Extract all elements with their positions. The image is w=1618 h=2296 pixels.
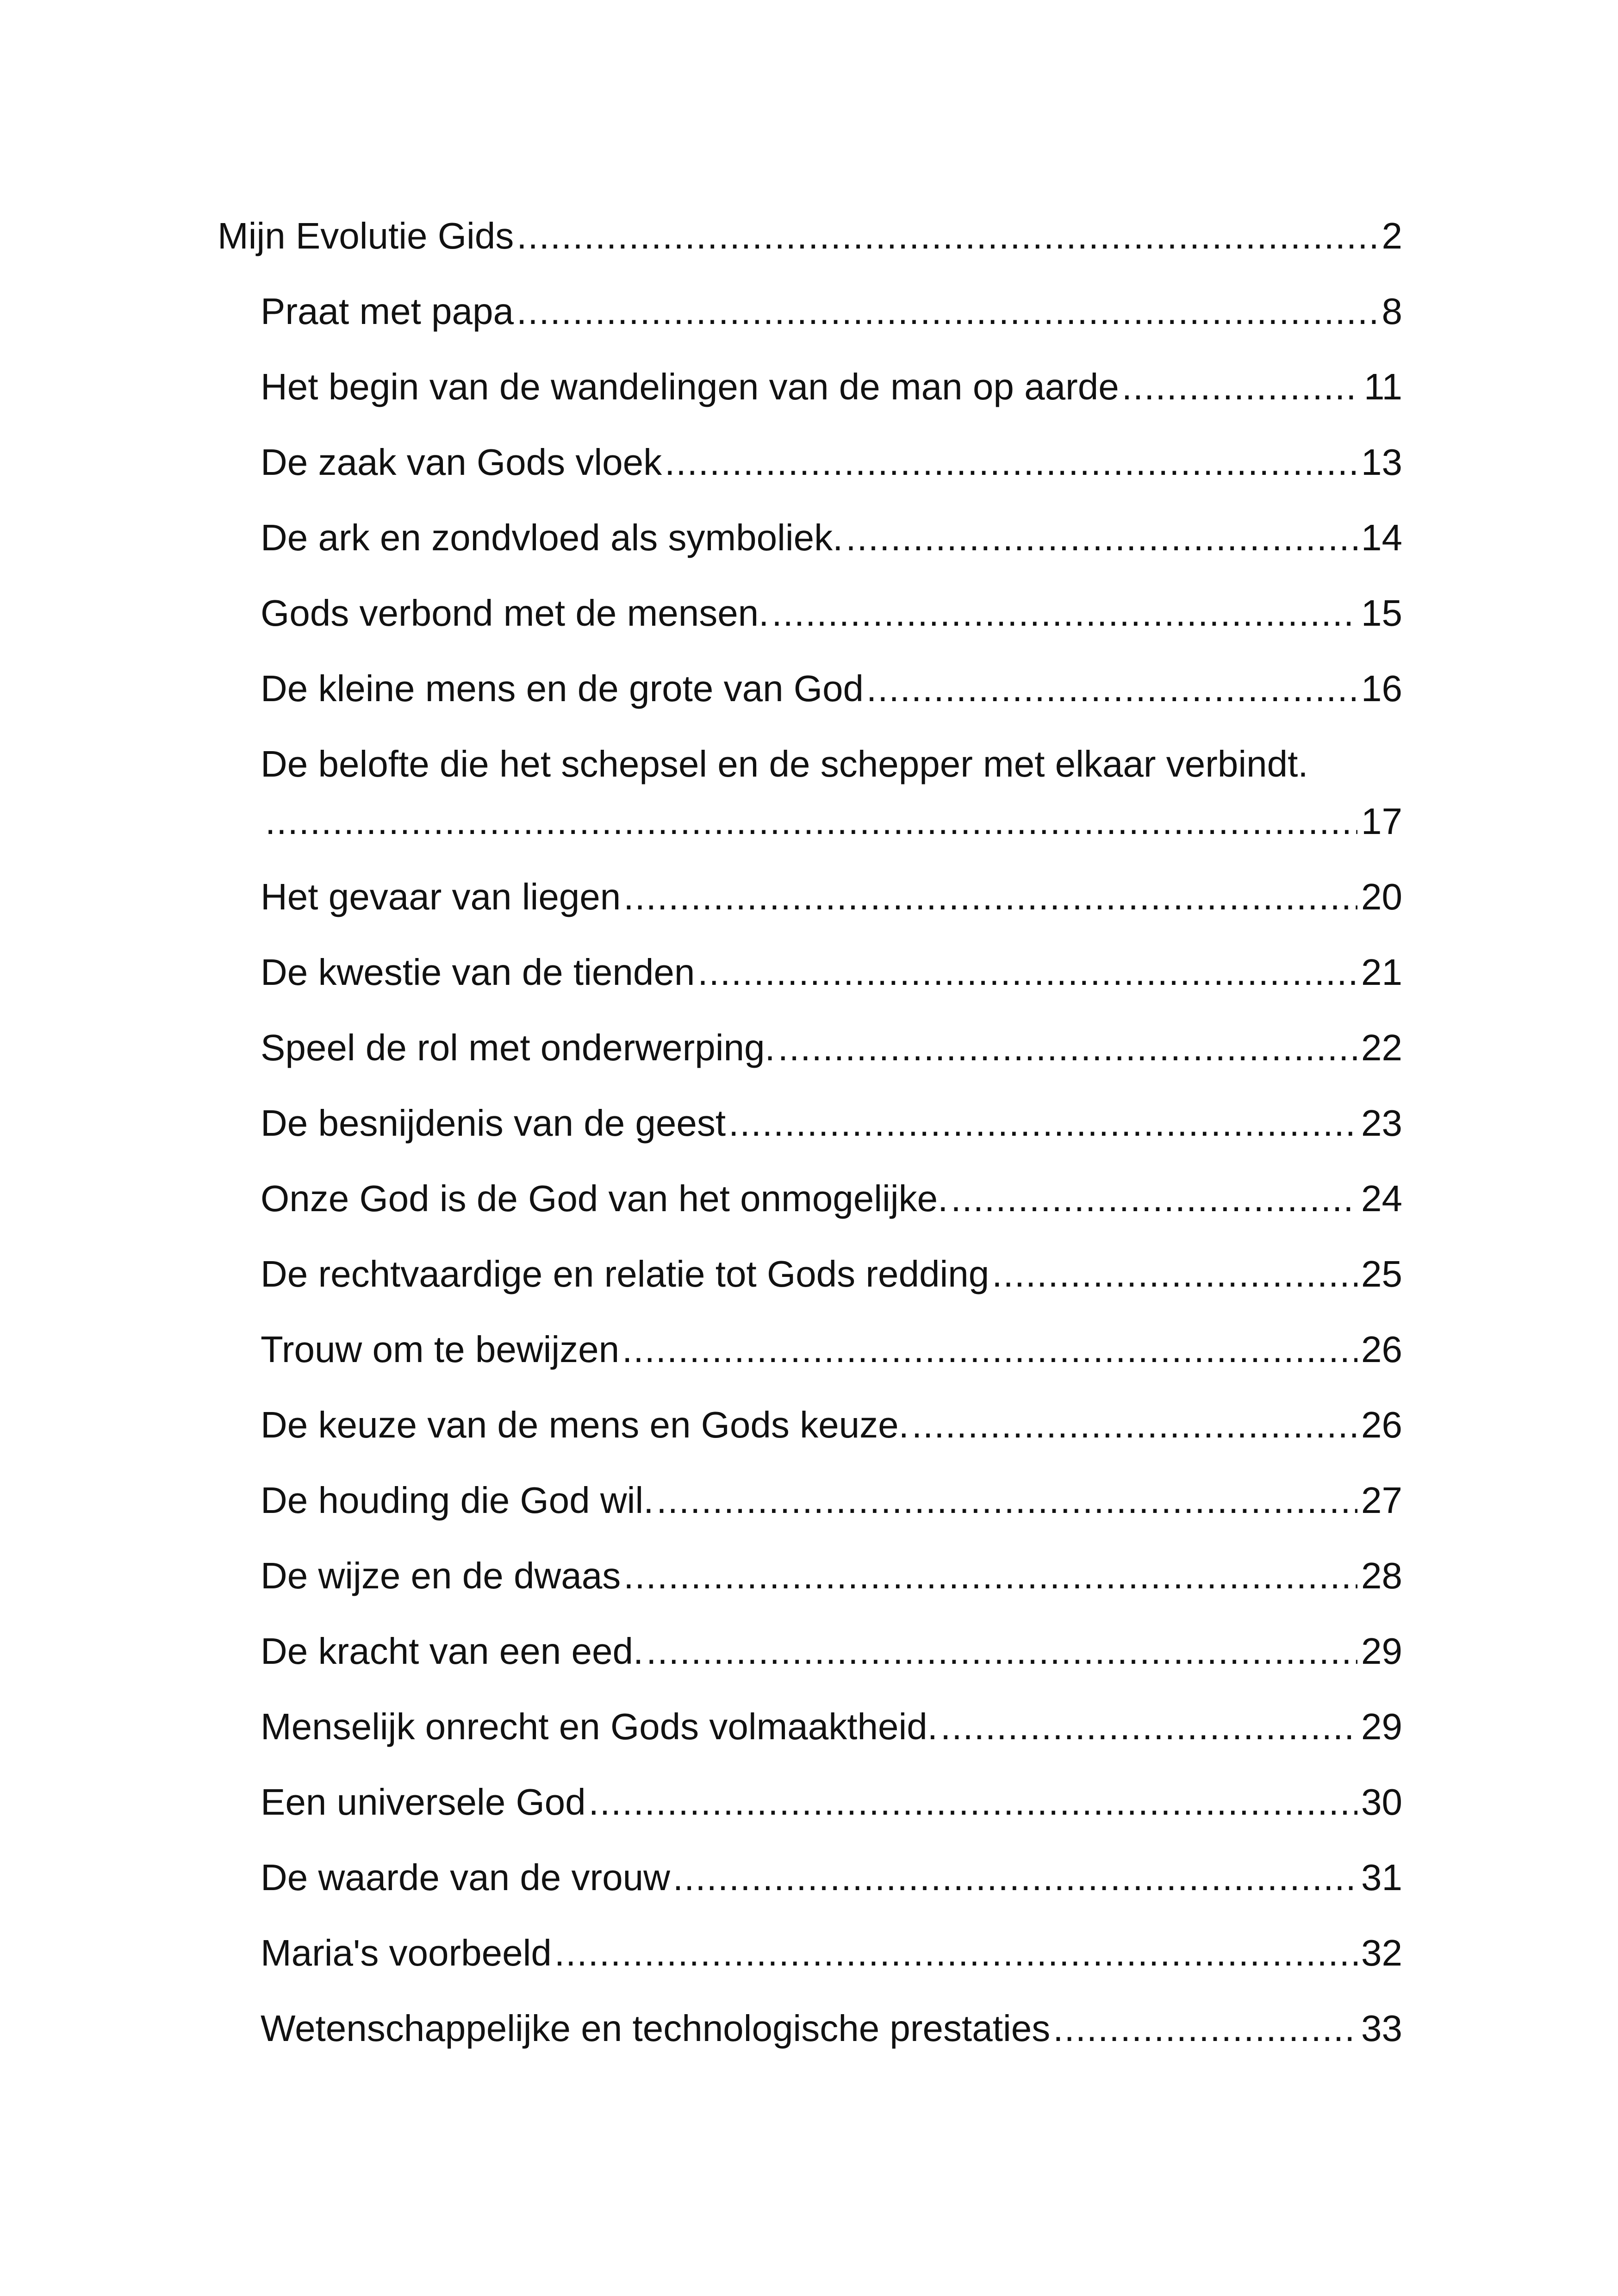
toc-entry-title: De rechtvaardige en relatie tot Gods redding bbox=[261, 1253, 989, 1294]
toc-entry-title: Maria's voorbeeld bbox=[261, 1932, 552, 1973]
table-of-contents bbox=[218, 214, 1402, 2082]
toc-entry[interactable] bbox=[261, 440, 1402, 485]
toc-entry-title: De besnijdenis van de geest bbox=[261, 1102, 726, 1144]
toc-entry[interactable] bbox=[261, 591, 1402, 635]
toc-entry-page: 22 bbox=[1361, 1027, 1402, 1068]
toc-entry[interactable] bbox=[261, 1478, 1402, 1523]
toc-leader-dots bbox=[778, 1026, 1357, 1070]
toc-entry-main[interactable] bbox=[218, 214, 1402, 258]
toc-entry[interactable] bbox=[261, 875, 1402, 919]
toc-leader-dots bbox=[846, 516, 1357, 560]
toc-entry-page: 24 bbox=[1361, 1178, 1402, 1219]
toc-entry-page: 17 bbox=[1361, 801, 1402, 842]
toc-entry-page: 33 bbox=[1361, 2008, 1402, 2049]
toc-entry-title: Mijn Evolutie Gids bbox=[218, 215, 514, 256]
toc-entry-title: De keuze van de mens en Gods keuze. bbox=[261, 1404, 909, 1445]
toc-leader-dots bbox=[940, 1705, 1357, 1749]
toc-entry-title: De kwestie van de tienden bbox=[261, 952, 695, 993]
toc-leader-dots bbox=[1122, 365, 1360, 409]
toc-leader-dots bbox=[623, 1554, 1357, 1598]
toc-leader-dots bbox=[1053, 2006, 1357, 2051]
toc-entry-page: 32 bbox=[1361, 1932, 1402, 1973]
toc-entry-title: Wetenschappelijke en technologische prestaties bbox=[261, 2008, 1051, 2049]
toc-entry-title: De belofte die het schepsel en de schepper met elkaar verbindt. bbox=[261, 743, 1308, 784]
toc-entry-page: 16 bbox=[1361, 668, 1402, 709]
toc-entry[interactable] bbox=[261, 1176, 1402, 1221]
toc-entry[interactable] bbox=[261, 1629, 1402, 1674]
toc-entry-page: 28 bbox=[1361, 1555, 1402, 1596]
toc-leader-dots bbox=[772, 591, 1357, 635]
toc-entry-page: 26 bbox=[1361, 1404, 1402, 1445]
toc-leader-dots bbox=[622, 1327, 1357, 1372]
toc-entry[interactable] bbox=[261, 289, 1402, 334]
toc-entry-page: 11 bbox=[1363, 366, 1402, 407]
toc-leader-dots bbox=[951, 1176, 1357, 1221]
toc-entry-title: Speel de rol met onderwerping. bbox=[261, 1027, 775, 1068]
toc-leader-dots bbox=[623, 875, 1357, 919]
toc-leader-dots bbox=[665, 440, 1357, 485]
toc-entry-page: 26 bbox=[1361, 1329, 1402, 1370]
toc-entry[interactable] bbox=[261, 365, 1402, 409]
toc-leader-dots bbox=[265, 799, 1357, 844]
toc-entry[interactable] bbox=[261, 666, 1402, 711]
toc-entry-page: 29 bbox=[1361, 1630, 1402, 1672]
toc-leader-dots bbox=[656, 1478, 1357, 1523]
toc-entry-page: 8 bbox=[1382, 291, 1402, 332]
toc-leader-dots bbox=[554, 1931, 1357, 1975]
toc-leader-dots bbox=[866, 666, 1357, 711]
toc-entry-title: Het begin van de wandelingen van de man op aarde bbox=[261, 366, 1119, 407]
toc-entry-title: De waarde van de vrouw bbox=[261, 1857, 670, 1898]
toc-entry-page: 31 bbox=[1361, 1857, 1402, 1898]
toc-entry[interactable] bbox=[261, 1101, 1402, 1145]
toc-entry[interactable] bbox=[261, 1855, 1402, 1900]
toc-entry-title: Het gevaar van liegen bbox=[261, 876, 621, 917]
toc-entry-page: 2 bbox=[1382, 215, 1402, 256]
toc-entry-title: Onze God is de God van het onmogelijke. bbox=[261, 1178, 948, 1219]
toc-entry[interactable] bbox=[261, 516, 1402, 560]
toc-entry-page: 23 bbox=[1361, 1102, 1402, 1144]
toc-entry-title: De wijze en de dwaas bbox=[261, 1555, 621, 1596]
toc-entry-page: 15 bbox=[1361, 592, 1402, 634]
toc-entry[interactable] bbox=[261, 1403, 1402, 1447]
toc-leader-dots bbox=[517, 289, 1378, 334]
toc-entry-title: De kracht van een eed. bbox=[261, 1630, 644, 1672]
toc-entry-continuation bbox=[261, 799, 1402, 844]
toc-entry-title: Menselijk onrecht en Gods volmaaktheid. bbox=[261, 1706, 938, 1747]
toc-entry-page: 27 bbox=[1361, 1480, 1402, 1521]
toc-entry[interactable] bbox=[261, 742, 1402, 844]
toc-entry[interactable] bbox=[261, 1705, 1402, 1749]
toc-entry-title: De houding die God wil. bbox=[261, 1480, 654, 1521]
toc-entry-page: 21 bbox=[1361, 952, 1402, 993]
toc-entry-title: Gods verbond met de mensen. bbox=[261, 592, 769, 634]
toc-entry[interactable] bbox=[261, 1327, 1402, 1372]
toc-leader-dots bbox=[589, 1780, 1357, 1824]
toc-entry-page: 20 bbox=[1361, 876, 1402, 917]
toc-entry-page: 25 bbox=[1361, 1253, 1402, 1294]
toc-entry[interactable] bbox=[261, 950, 1402, 995]
toc-entry-page: 29 bbox=[1361, 1706, 1402, 1747]
toc-entry-page: 13 bbox=[1361, 442, 1402, 483]
toc-entry[interactable] bbox=[261, 1780, 1402, 1824]
toc-leader-dots bbox=[992, 1252, 1357, 1296]
toc-entry[interactable] bbox=[261, 1026, 1402, 1070]
toc-entry-title: De ark en zondvloed als symboliek. bbox=[261, 517, 843, 558]
toc-entry-title: De kleine mens en de grote van God bbox=[261, 668, 864, 709]
toc-leader-dots bbox=[728, 1101, 1357, 1145]
toc-leader-dots bbox=[517, 214, 1378, 258]
toc-entry[interactable] bbox=[261, 2006, 1402, 2051]
toc-entry-page: 30 bbox=[1361, 1781, 1402, 1823]
toc-entry[interactable] bbox=[261, 1554, 1402, 1598]
toc-leader-dots bbox=[697, 950, 1357, 995]
toc-leader-dots bbox=[646, 1629, 1357, 1674]
toc-leader-dots bbox=[673, 1855, 1357, 1900]
toc-entry-title: Praat met papa bbox=[261, 291, 514, 332]
toc-entry-page: 14 bbox=[1361, 517, 1402, 558]
toc-entry[interactable] bbox=[261, 1252, 1402, 1296]
toc-entry-title: De zaak van Gods vloek bbox=[261, 442, 662, 483]
toc-entry-title: Een universele God bbox=[261, 1781, 586, 1823]
toc-leader-dots bbox=[912, 1403, 1357, 1447]
toc-entry-title: Trouw om te bewijzen bbox=[261, 1329, 620, 1370]
toc-entry[interactable] bbox=[261, 1931, 1402, 1975]
